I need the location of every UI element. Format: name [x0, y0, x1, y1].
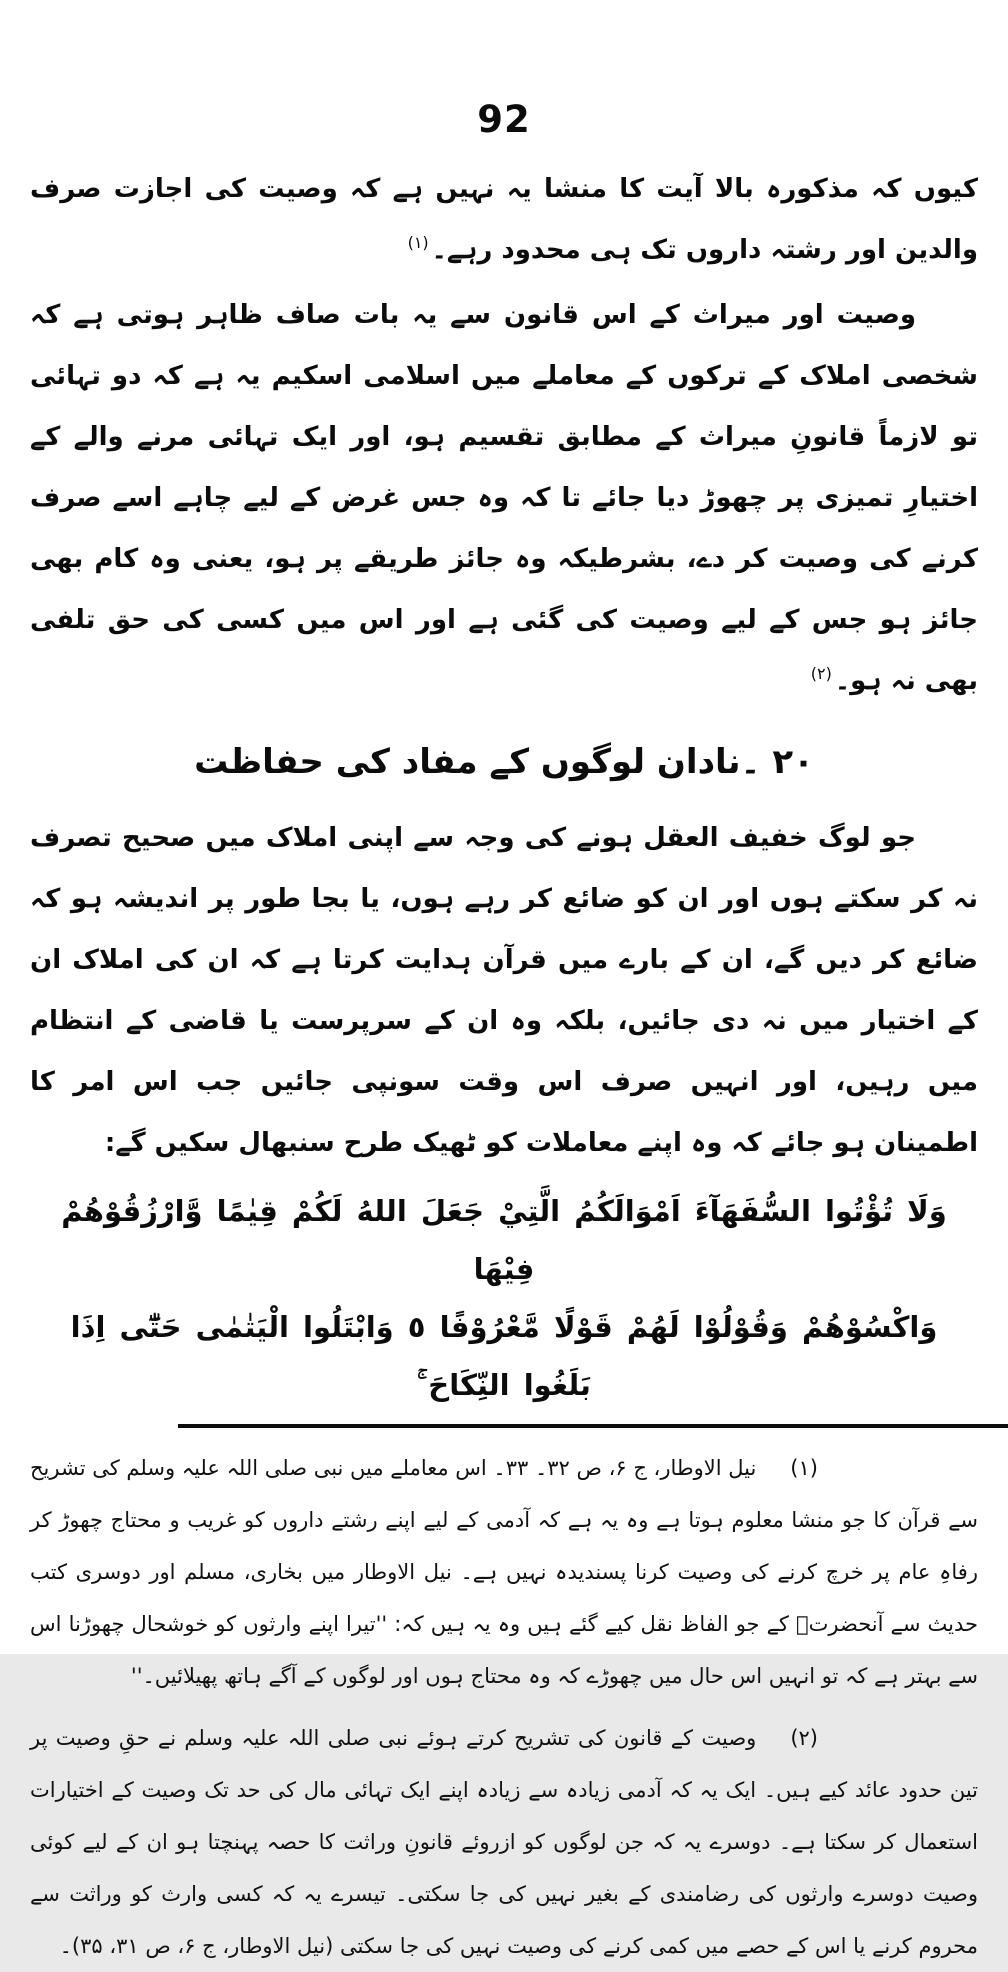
- section-heading: ۲۰ ۔نادان لوگوں کے مفاد کی حفاظت: [194, 742, 814, 782]
- quran-verse: [30, 1182, 978, 1414]
- footnote-1-text: نیل الاوطار، ج ۶، ص ۳۲۔ ۳۳۔ اس معاملے میں نبی صلی اللہ علیہ وسلم کی تشریح سے قرآن کا جو منشا معلوم ہوتا ہے وہ یہ ہے کہ آدمی کے لیے اپنے رشتے داروں کو غریب و محتاج چھوڑ کر رفاہِ عام پر خرچ کرنے کی وصیت کرنا پسندیدہ نہیں ہے۔ نیل الاوطار میں بخاری، مسلم اور دوسری کتب حدیث سے آنحضرتؐ کے جو الفاظ نقل کیے گئے ہیں وہ یہ ہیں کہ: ''تیرا اپنے وارثوں کو خوشحال چھوڑنا اس سے بہتر ہے کہ تو انہیں اس حال میں چھوڑے کہ وہ محتاج ہوں اور لوگوں کے آگے ہاتھ پھیلائیں۔'': [30, 1456, 978, 1688]
- footnote-2-marker: (۲): [790, 1726, 818, 1750]
- footnote-ref-2: (۲): [810, 664, 832, 684]
- footnote-ref-1: (۱): [407, 233, 429, 253]
- quran-verse-line-1: وَلَا تُؤْتُوا السُّفَهَآءَ اَمْوَالَكُمُ الَّتِيْ جَعَلَ اللهُ لَكُمْ قِيٰمًا وَّارْزُقُوْهُمْ فِيْهَا: [61, 1194, 947, 1286]
- paragraph-1-text: کیوں کہ مذکورہ بالا آیت کا منشا یہ نہیں ہے کہ وصیت کی اجازت صرف والدین اور رشتہ داروں تک ہی محدود رہے۔: [30, 174, 978, 265]
- footnote-separator-rule: [178, 1424, 1008, 1428]
- footnote-2-text: وصیت کے قانون کی تشریح کرتے ہوئے نبی صلی اللہ علیہ وسلم نے حقِ وصیت پر تین حدود عائد کیے ہیں۔ ایک یہ کہ آدمی زیادہ سے زیادہ اپنے ایک تہائی مال کی حد تک وصیت کے اختیارات استعمال کر سکتا ہے۔ دوسرے یہ کہ جن لوگوں کو ازروئے قانونِ وراثت کا حصہ پہنچتا ہو ان کے لیے کوئی وصیت دوسرے وارثوں کی رضامندی کے بغیر نہیں کی جا سکتی۔ تیسرے یہ کہ کسی وارث کو وراثت سے محروم کرنے یا اس کے حصے میں کمی کرنے کی وصیت نہیں کی جا سکتی (نیل الاوطار، ج ۶، ص ۳۱، ۳۵)۔: [30, 1726, 978, 1958]
- footnote-separator-wrap: [30, 1424, 978, 1428]
- paragraph-2: [30, 285, 978, 712]
- paragraph-2-text: وصیت اور میراث کے اس قانون سے یہ بات صاف ظاہر ہوتی ہے کہ شخصی املاک کے ترکوں کے معاملے میں اسلامی اسکیم یہ ہے کہ دو تہائی تو لازماً قانونِ میراث کے مطابق تقسیم ہو، اور ایک تہائی مرنے والے کے اختیارِ تمیزی پر چھوڑ دیا جائے تا کہ وہ جس غرض کے لیے چاہے اسے صرف کرنے کی وصیت کر دے، بشرطیکہ وہ جائز طریقے پر ہو، یعنی وہ کام بھی جائز ہو جس کے لیے وصیت کی گئی ہے اور اس میں کسی کی حق تلفی بھی نہ ہو۔: [30, 300, 978, 696]
- footnote-2: [30, 1712, 978, 1972]
- footnotes-section: [30, 1442, 978, 1972]
- paragraph-1: [30, 159, 978, 281]
- footnote-1: [30, 1442, 978, 1702]
- footnote-1-marker: (۱): [790, 1456, 818, 1480]
- page-number: 92: [477, 98, 531, 141]
- quran-verse-line-2: وَاكْسُوْهُمْ وَقُوْلُوْا لَهُمْ قَوْلًا مَّعْرُوْفًا ٥ وَابْتَلُوا الْيَتٰمٰى حَتّٰٓى اِذَا بَلَغُوا النِّكَاحَ ۚ: [70, 1310, 938, 1402]
- paragraph-3: جو لوگ خفیف العقل ہونے کی وجہ سے اپنی املاک میں صحیح تصرف نہ کر سکتے ہوں اور ان کو ضائع کر رہے ہوں، یا بجا طور پر اندیشہ ہو کہ ضائع کر دیں گے، ان کے بارے میں قرآن ہدایت کرتا ہے کہ ان کی املاک ان کے اختیار میں نہ دی جائیں، بلکہ وہ ان کے سرپرست یا قاضی کے انتظام میں رہیں، اور انہیں صرف اس وقت سونپی جائیں جب اس امر کا اطمینان ہو جائے کہ وہ اپنے معاملات کو ٹھیک طرح سنبھال سکیں گے:: [30, 823, 978, 1158]
